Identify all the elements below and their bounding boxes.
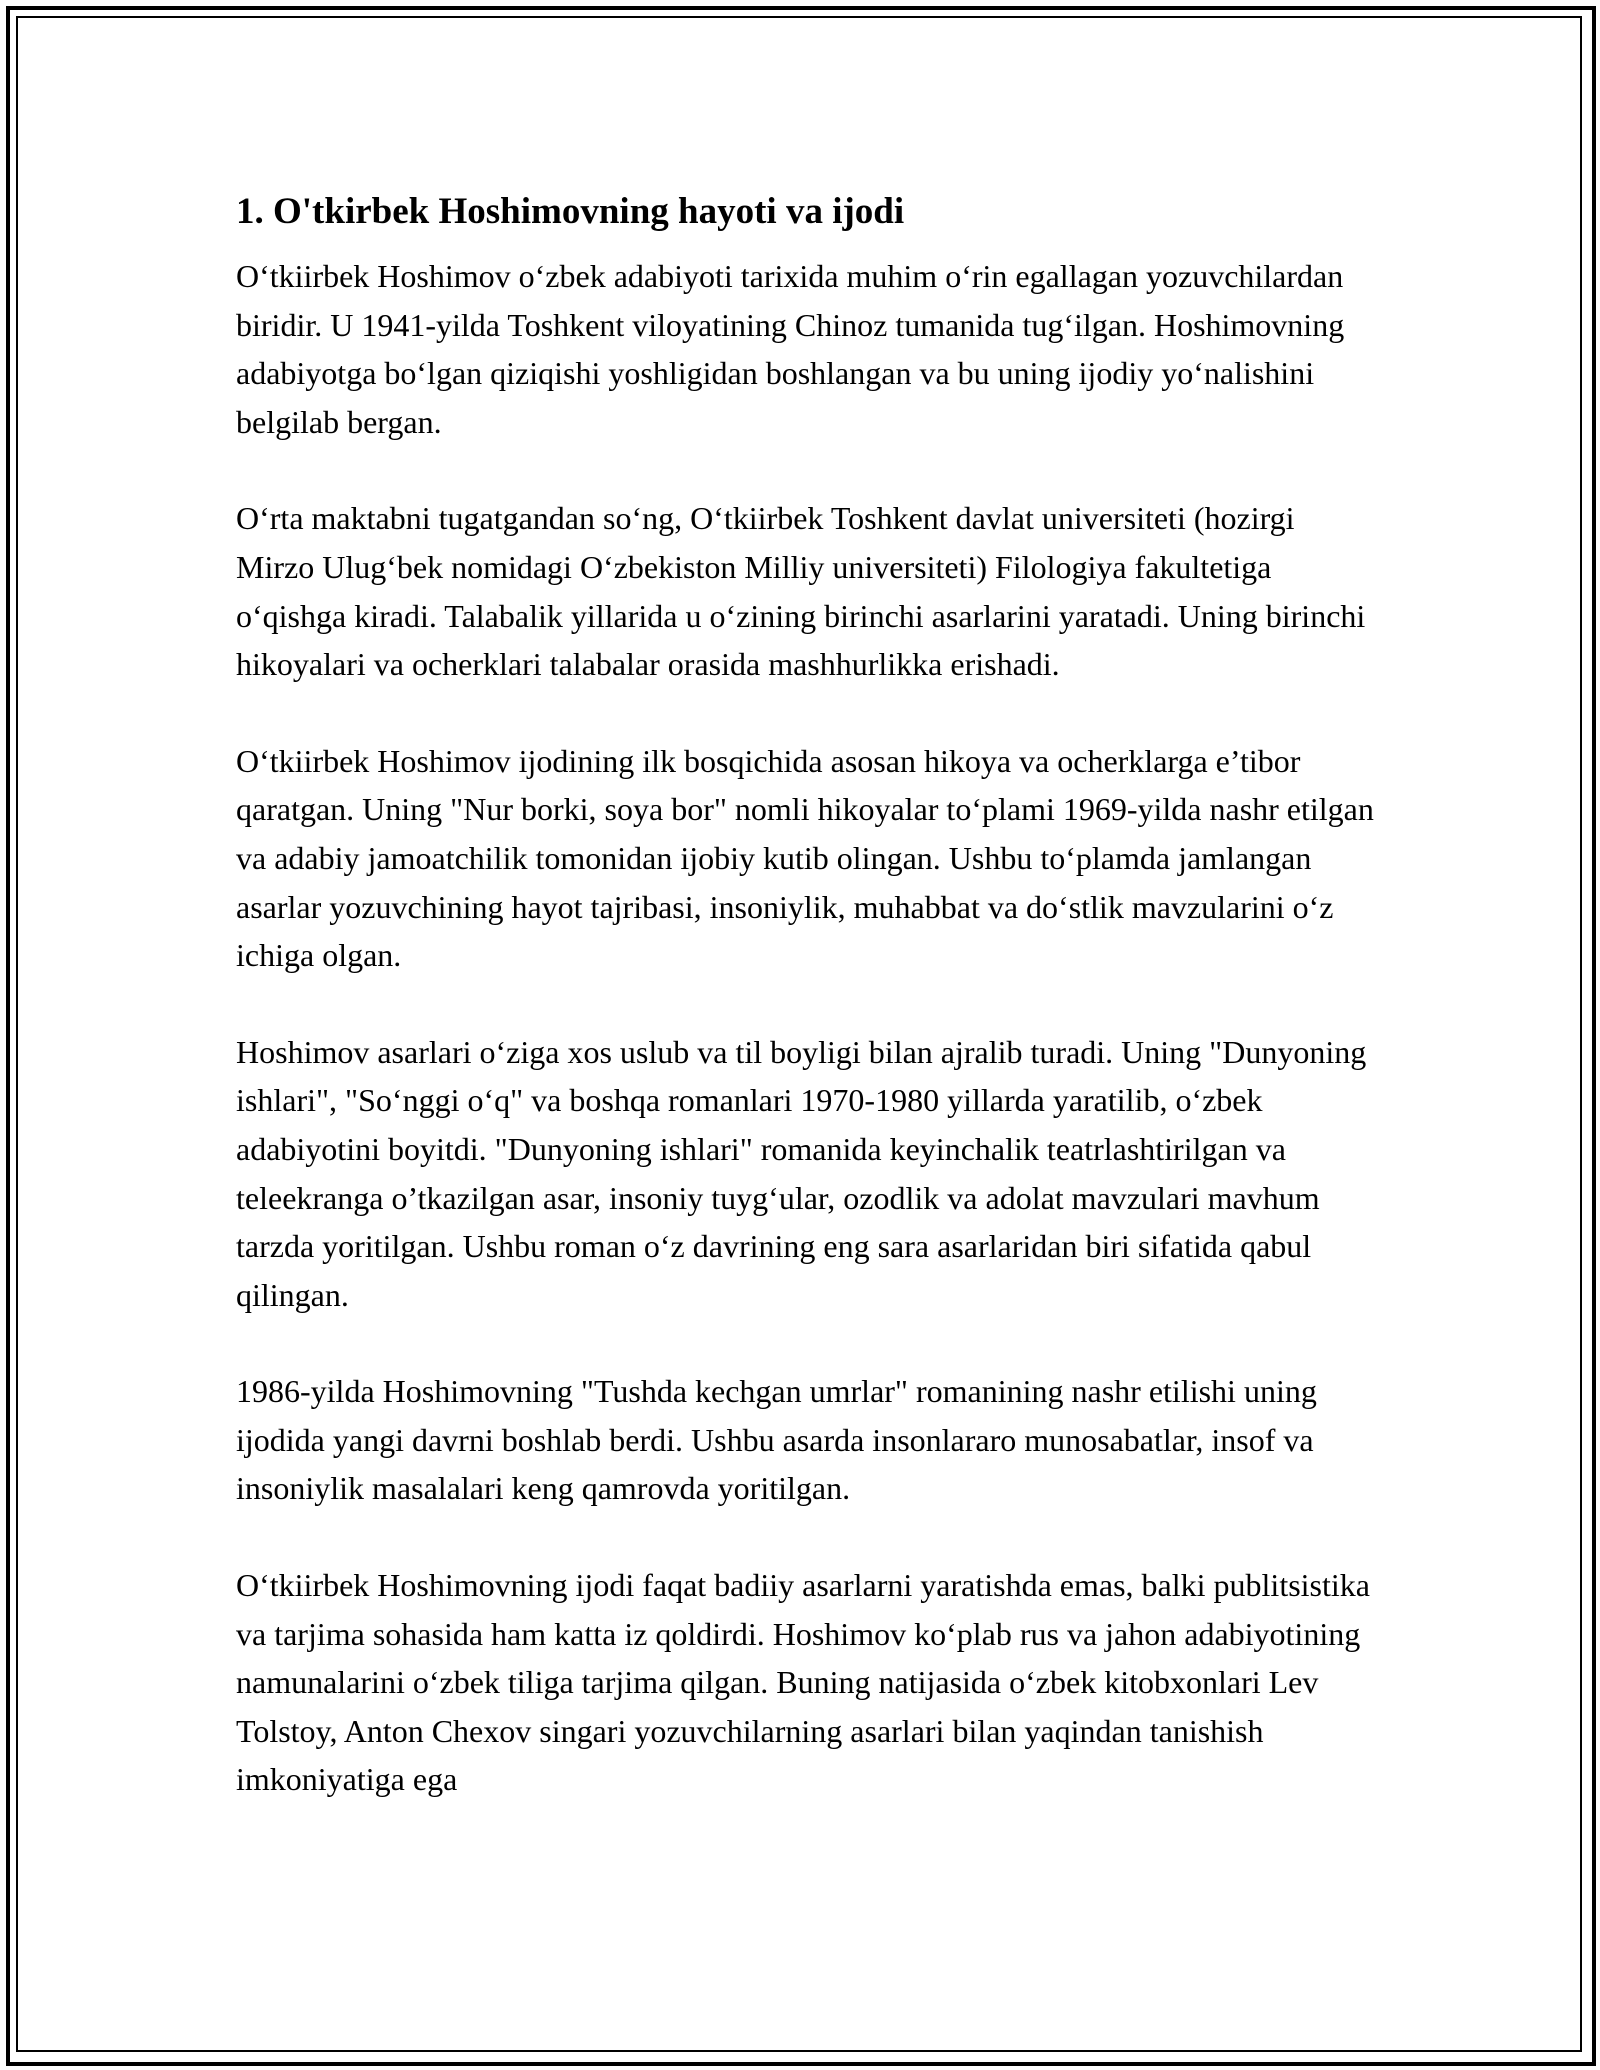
paragraph-2: O‘rta maktabni tugatgandan so‘ng, O‘tkiirbek Toshkent davlat universiteti (hozirgi Mirzo Ulug‘bek nomidagi O‘zbekiston Milliy universiteti) Filologiya fakultetiga o‘qishga kiradi. Talabalik yillarida u o‘zining birinchi asarlarini yaratadi. Uning birinchi hikoyalari va ocherklari talabalar orasida mashhurlikka erishadi. xyxy=(236,500,1366,683)
paragraph-1: O‘tkiirbek Hoshimov o‘zbek adabiyoti tarixida muhim o‘rin egallagan yozuvchilardan biridir. U 1941-yilda Toshkent viloyatining Chinoz tumanida tug‘ilgan. Hoshimovning adabiyotga bo‘lgan qiziqishi yoshligidan boshlangan va bu uning ijodiy yo‘nalishini belgilab bergan. xyxy=(236,258,1345,440)
section-heading: 1. O'tkirbek Hoshimovning hayoti va ijodi xyxy=(236,191,905,232)
paragraph-5: 1986-yilda Hoshimovning "Tushda kechgan umrlar" romanining nashr etilishi uning ijodida yangi davrni boshlab berdi. Ushbu asarda insonlararo munosabatlar, insof va insoniylik masalalari keng qamrovda yoritilgan. xyxy=(236,1373,1317,1507)
paragraph-4: Hoshimov asarlari o‘ziga xos uslub va til boyligi bilan ajralib turadi. Uning "Dunyoning ishlari", "So‘nggi o‘q" va boshqa romanlari 1970-1980 yillarda yaratilib, o‘zbek adabiyotini boyitdi. "Dunyoning ishlari" romanida keyinchalik teatrlashtirilgan va teleekranga o’tkazilgan asar, insoniy tuyg‘ular, ozodlik va adolat mavzulari mavhum tarzda yoritilgan. Ushbu roman o‘z davrining eng sara asarlaridan biri sifatida qabul qilingan. xyxy=(236,1033,1367,1313)
paragraph-6: O‘tkiirbek Hoshimovning ijodi faqat badiiy asarlarni yaratishda emas, balki publitsistika va tarjima sohasida ham katta iz qoldirdi. Hoshimov ko‘plab rus va jahon adabiyotining namunalarini o‘zbek tiliga tarjima qilgan. Buning natijasida o‘zbek kitobxonlari Lev Tolstoy, Anton Chexov singari yozuvchilarning asarlari bilan yaqindan tanishish imkoniyatiga ega xyxy=(236,1567,1370,1798)
document-body xyxy=(236,186,1376,1804)
paragraph-3: O‘tkiirbek Hoshimov ijodining ilk bosqichida asosan hikoya va ocherklarga e’tibor qaratgan. Uning "Nur borki, soya bor" nomli hikoyalar to‘plami 1969-yilda nashr etilgan va adabiy jamoatchilik tomonidan ijobiy kutib olingan. Ushbu to‘plamda jamlangan asarlar yozuvchining hayot tajribasi, insoniylik, muhabbat va do‘stlik mavzularini o‘z ichiga olgan. xyxy=(236,742,1374,974)
